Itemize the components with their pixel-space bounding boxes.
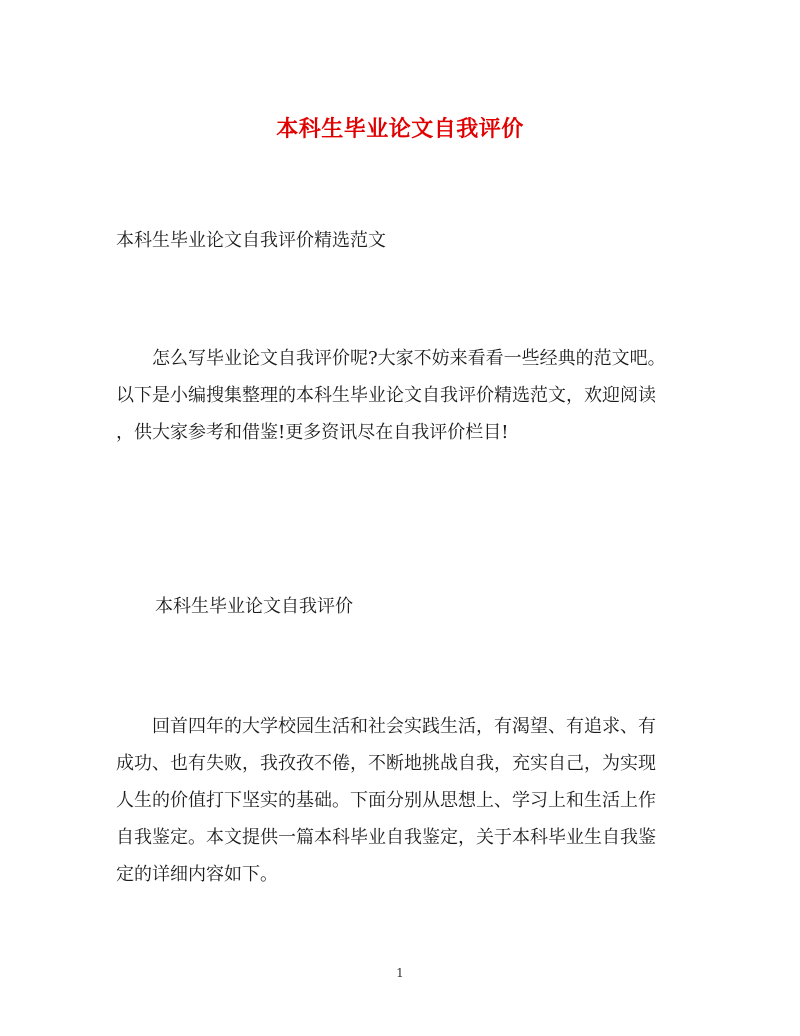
paragraph-line: 成功、也有失败，我孜孜不倦，不断地挑战自我，充实自己，为实现 xyxy=(116,753,656,774)
paragraph-line: 怎么写毕业论文自我评价呢?大家不妨来看看一些经典的范文吧。 xyxy=(116,348,666,369)
document-subtitle: 本科生毕业论文自我评价精选范文 xyxy=(116,230,386,251)
paragraph-line: 以下是小编搜集整理的本科生毕业论文自我评价精选范文，欢迎阅读 xyxy=(116,385,656,406)
paragraph-line: ，供大家参考和借鉴!更多资讯尽在自我评价栏目! xyxy=(116,422,509,443)
intro-paragraph xyxy=(116,340,688,451)
body-paragraph xyxy=(116,708,688,893)
paragraph-line: 回首四年的大学校园生活和社会实践生活，有渴望、有追求、有 xyxy=(116,716,656,737)
document-title: 本科生毕业论文自我评价 xyxy=(276,116,524,142)
paragraph-line: 人生的价值打下坚实的基础。下面分别从思想上、学习上和生活上作 xyxy=(116,790,656,811)
section-heading: 本科生毕业论文自我评价 xyxy=(155,596,353,617)
paragraph-line: 自我鉴定。本文提供一篇本科毕业自我鉴定，关于本科毕业生自我鉴 xyxy=(116,827,656,848)
page-number: 1 xyxy=(396,966,404,980)
paragraph-line: 定的详细内容如下。 xyxy=(116,864,278,885)
